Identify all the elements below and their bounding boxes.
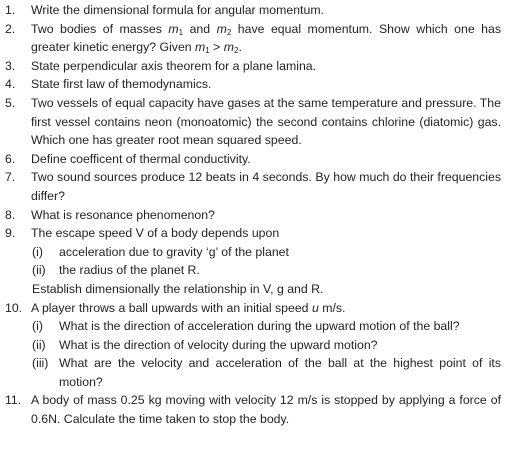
question-number: 10. — [5, 300, 23, 315]
question-number: 5. — [5, 95, 16, 110]
question-11 — [5, 391, 501, 428]
text-part: have equal momentum. Show which one has greater kinetic energy? Given — [31, 21, 501, 55]
sub-question-text: What is the direction of acceleration during the upward motion of the ball? — [59, 319, 460, 334]
question-4 — [5, 75, 501, 94]
text-part: and — [183, 21, 217, 36]
question-text — [31, 20, 501, 57]
question-text: State first law of themodynamics. — [31, 77, 212, 92]
speed-symbol: u — [311, 300, 319, 315]
question-number: 9. — [5, 226, 16, 241]
sub-question-9-i — [5, 243, 501, 262]
sub-question-number: (ii) — [32, 263, 46, 278]
text-part: Two bodies of masses — [31, 21, 169, 36]
text-part: m/s. — [318, 300, 346, 315]
question-text: Write the dimensional formula for angular momentum. — [31, 3, 324, 17]
text-part: A player throws a ball upwards with an initial speed — [31, 300, 312, 315]
mass-symbol: m — [168, 21, 179, 36]
question-6 — [5, 150, 501, 169]
question-7 — [5, 168, 501, 205]
sub-question-number: (i) — [32, 319, 43, 334]
question-2 — [5, 20, 501, 57]
sub-question-10-ii — [5, 336, 501, 355]
question-text: State perpendicular axis theorem for a plane lamina. — [31, 58, 317, 73]
sub-question-9-ii — [5, 261, 501, 280]
sub-question-text: the radius of the planet R. — [59, 263, 200, 278]
question-number: 1. — [5, 3, 16, 17]
mass-symbol: m — [195, 40, 206, 55]
question-text: Two vessels of equal capacity have gases at the same temperature and pressure. The first vessel contains neon (monoatomic) the second contains chlorine (diatomic) gas. Which one has greater root mean squared speed. — [31, 95, 501, 148]
question-text: The escape speed V of a body depends upon — [31, 226, 280, 241]
subscript: 2 — [234, 46, 239, 56]
sub-question-number: (i) — [32, 244, 43, 259]
sub-question-number: (iii) — [32, 356, 49, 371]
subscript: 1 — [205, 46, 210, 56]
subscript: 2 — [226, 27, 232, 37]
question-text: Define coefficent of thermal conductivity. — [31, 151, 251, 166]
question-number: 11. — [5, 393, 22, 408]
question-10 — [5, 299, 501, 392]
sub-question-text: What are the velocity and acceleration of the ball at the highest point of its motion? — [59, 356, 501, 389]
sub-question-10-i — [5, 317, 501, 336]
question-list — [5, 1, 501, 429]
question-text: A body of mass 0.25 kg moving with velocity 12 m/s is stopped by applying a force of 0.6N. Calculate the time taken to stop the body. — [31, 393, 501, 427]
text-part: > — [209, 40, 224, 55]
question-text — [31, 299, 501, 318]
question-number: 4. — [5, 77, 16, 92]
question-number: 8. — [5, 207, 16, 222]
sub-question-text: acceleration due to gravity ‘g’ of the planet — [59, 244, 289, 259]
question-number: 2. — [5, 21, 16, 36]
sub-question-text: What is the direction of velocity during the upward motion? — [59, 337, 378, 352]
question-number: 6. — [5, 151, 16, 166]
question-number: 3. — [5, 58, 16, 73]
subscript: 1 — [178, 27, 184, 37]
mass-symbol: m — [223, 40, 235, 55]
text-part: . — [238, 40, 242, 55]
sub-question-number: (ii) — [32, 337, 46, 352]
question-9 — [5, 224, 501, 298]
question-9-continuation: Establish dimensionally the relationship in V, g and R. — [32, 281, 324, 296]
question-8 — [5, 206, 501, 225]
question-text: What is resonance phenomenon? — [31, 207, 215, 222]
sub-question-10-iii — [5, 354, 501, 391]
question-text: Two sound sources produce 12 beats in 4 seconds. By how much do their frequencies differ? — [31, 170, 501, 203]
mass-symbol: m — [216, 21, 227, 36]
question-5 — [5, 94, 501, 150]
question-3 — [5, 57, 501, 76]
question-1 — [5, 1, 501, 20]
question-number: 7. — [5, 170, 16, 185]
